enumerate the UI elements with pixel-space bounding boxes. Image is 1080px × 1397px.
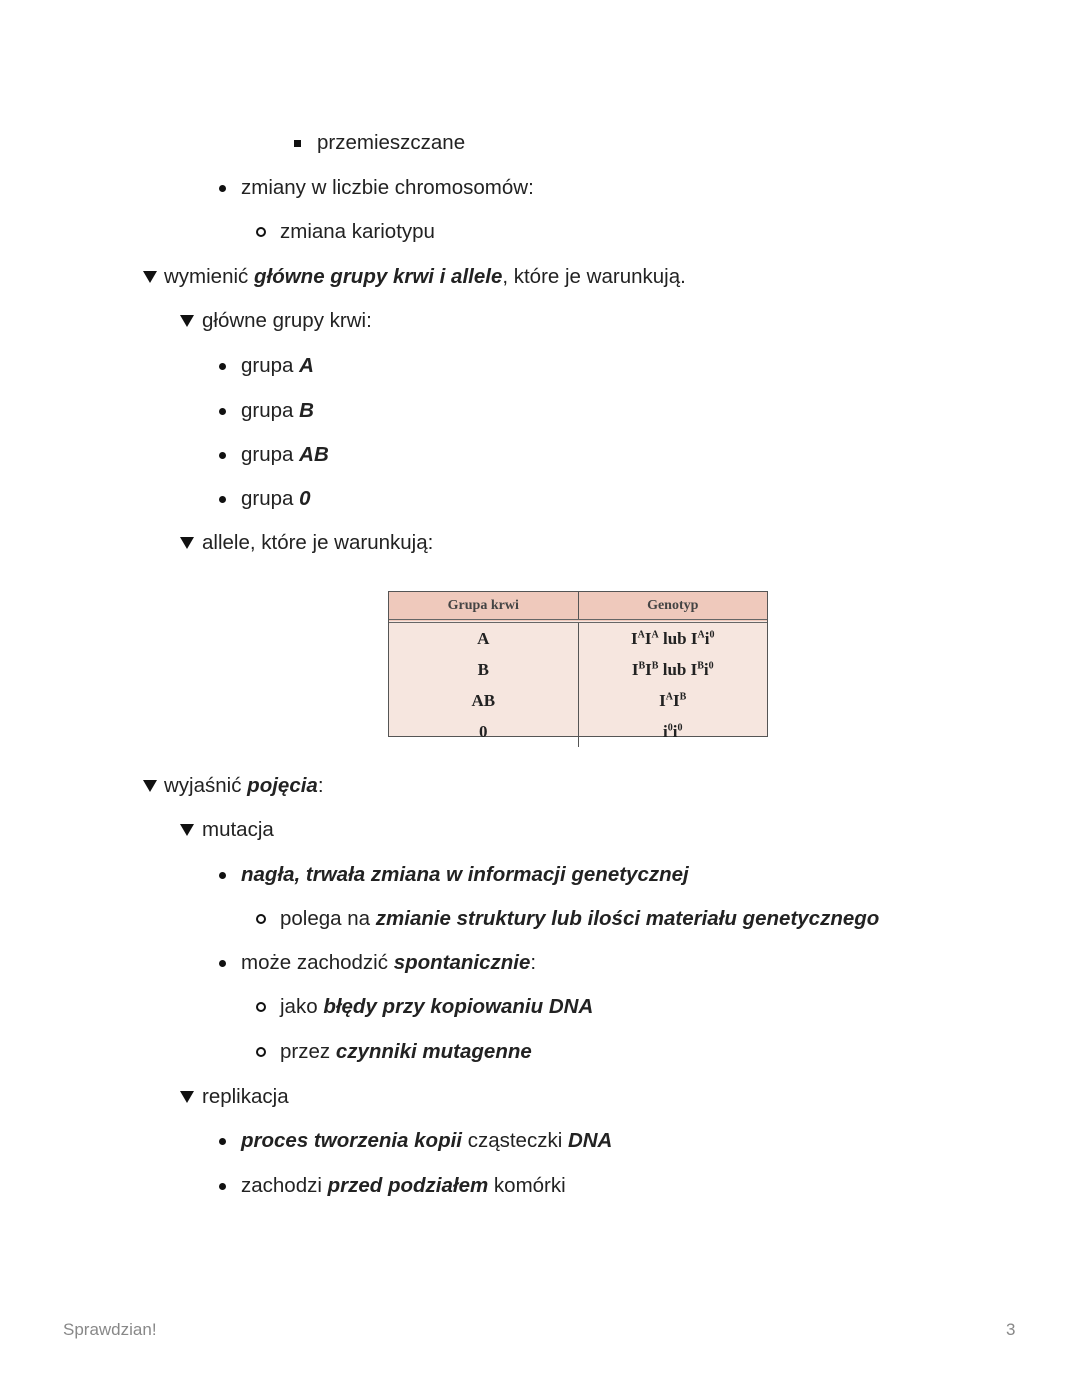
page-number: 3	[1006, 1320, 1016, 1339]
item-text	[241, 1129, 612, 1153]
text-run: jako	[280, 995, 324, 1018]
item-text	[241, 951, 536, 975]
column-header-group: Grupa krwi	[389, 592, 578, 621]
emphasis-text: spontanicznie	[393, 951, 531, 974]
text-run: grupa	[241, 399, 300, 422]
allele-superscript: B	[679, 690, 687, 702]
footer-title: Sprawdzian!	[63, 1320, 157, 1339]
emphasis-text: pojęcia	[247, 774, 318, 797]
allele-superscript: 0	[709, 628, 715, 640]
allele-base: lub I	[658, 628, 698, 648]
disclosure-triangle-icon[interactable]	[180, 537, 194, 549]
allele-base: i	[703, 659, 709, 679]
group-cell: B	[389, 654, 578, 685]
genotype-cell	[578, 716, 767, 747]
text-run: może zachodzić	[241, 951, 394, 974]
allele-base: I	[644, 628, 652, 648]
emphasis-text: DNA	[567, 1129, 613, 1152]
genotype-cell	[578, 621, 767, 654]
text-run: cząsteczki	[462, 1129, 568, 1152]
emphasis-text: zmianie struktury lub ilości materiału genetycznego	[375, 907, 880, 930]
allele-superscript: A	[637, 628, 645, 640]
allele-base: I	[659, 690, 666, 710]
disclosure-triangle-icon[interactable]	[180, 1091, 194, 1103]
allele-superscript: A	[651, 628, 659, 640]
allele-superscript: B	[638, 659, 646, 671]
item-text	[241, 1174, 566, 1198]
emphasis-text: przed podziałem	[327, 1174, 489, 1197]
allele-superscript: 0	[677, 721, 683, 733]
circle-bullet-icon	[256, 914, 266, 924]
disclosure-triangle-icon[interactable]	[143, 780, 157, 792]
item-text	[202, 531, 433, 555]
allele-superscript: 0	[708, 659, 714, 671]
group-cell: AB	[389, 685, 578, 716]
circle-bullet-icon	[256, 227, 266, 237]
emphasis-text: błędy przy kopiowaniu DNA	[323, 995, 594, 1018]
text-run: zmiany w liczbie chromosomów:	[241, 176, 534, 199]
text-run: mutacja	[202, 818, 274, 841]
table-row	[389, 716, 767, 747]
item-text	[202, 818, 274, 842]
emphasis-text: proces tworzenia kopii	[241, 1129, 462, 1152]
allele-superscript: B	[697, 659, 704, 671]
dot-bullet-icon	[219, 185, 226, 192]
item-text	[280, 1040, 532, 1064]
allele-superscript: 0	[667, 721, 673, 733]
text-run: przez	[280, 1040, 336, 1063]
item-text	[202, 309, 372, 333]
square-bullet-icon	[294, 140, 301, 147]
item-text	[317, 131, 465, 155]
text-run: główne grupy krwi:	[202, 309, 372, 332]
emphasis-text: czynniki mutagenne	[335, 1040, 532, 1063]
item-text	[241, 399, 314, 423]
dot-bullet-icon	[219, 363, 226, 370]
disclosure-triangle-icon[interactable]	[180, 315, 194, 327]
item-text	[202, 1085, 289, 1109]
allele-base: i	[704, 628, 710, 648]
dot-bullet-icon	[219, 496, 226, 503]
emphasis-text: 0	[299, 487, 311, 510]
allele-base: i	[663, 721, 668, 741]
allele-superscript: A	[697, 628, 705, 640]
group-cell: A	[389, 621, 578, 654]
dot-bullet-icon	[219, 452, 226, 459]
emphasis-text: główne grupy krwi i allele	[254, 265, 503, 288]
item-text	[241, 354, 314, 378]
text-run: przemieszczane	[317, 131, 466, 154]
item-text	[241, 863, 689, 887]
genotype-cell	[578, 685, 767, 716]
item-text	[280, 995, 593, 1019]
emphasis-text: AB	[299, 443, 329, 466]
item-text	[241, 176, 534, 200]
genotype-cell	[578, 654, 767, 685]
item-text	[164, 265, 686, 289]
allele-base: I	[631, 628, 638, 648]
item-text	[280, 907, 879, 931]
allele-base: I	[645, 659, 652, 679]
disclosure-triangle-icon[interactable]	[180, 824, 194, 836]
emphasis-text: nagła, trwała zmiana w informacji genetycznej	[241, 863, 689, 886]
item-text	[241, 487, 311, 511]
emphasis-text: A	[299, 354, 314, 377]
allele-superscript: B	[651, 659, 659, 671]
allele-base: i	[672, 721, 678, 741]
text-run: replikacja	[202, 1085, 289, 1108]
disclosure-triangle-icon[interactable]	[143, 271, 157, 283]
emphasis-text: B	[299, 399, 314, 422]
circle-bullet-icon	[256, 1047, 266, 1057]
text-run: komórki	[488, 1174, 566, 1197]
group-cell: 0	[389, 716, 578, 747]
text-run: :	[530, 951, 537, 974]
text-run: grupa	[241, 487, 300, 510]
text-run: zachodzi	[241, 1174, 328, 1197]
text-run: grupa	[241, 443, 300, 466]
text-run: , które je warunkują.	[502, 265, 686, 288]
allele-base: lub I	[658, 659, 698, 679]
circle-bullet-icon	[256, 1002, 266, 1012]
blood-group-table	[388, 591, 768, 741]
text-run: allele, które je warunkują:	[202, 531, 434, 554]
allele-base: I	[673, 690, 680, 710]
text-run: :	[317, 774, 324, 797]
dot-bullet-icon	[219, 872, 226, 879]
allele-base: I	[631, 659, 639, 679]
text-run: wymienić	[164, 265, 254, 288]
text-run: wyjaśnić	[164, 774, 248, 797]
table-row	[389, 685, 767, 716]
dot-bullet-icon	[219, 960, 226, 967]
dot-bullet-icon	[219, 1183, 226, 1190]
allele-superscript: A	[665, 690, 674, 702]
table-row	[389, 621, 767, 654]
item-text	[164, 774, 324, 798]
text-run: zmiana kariotypu	[280, 220, 435, 243]
dot-bullet-icon	[219, 408, 226, 415]
text-run: polega na	[280, 907, 376, 930]
text-run: grupa	[241, 354, 300, 377]
column-header-genotype: Genotyp	[578, 592, 767, 621]
dot-bullet-icon	[219, 1138, 226, 1145]
item-text	[241, 443, 329, 467]
item-text	[280, 220, 435, 244]
table-row	[389, 654, 767, 685]
